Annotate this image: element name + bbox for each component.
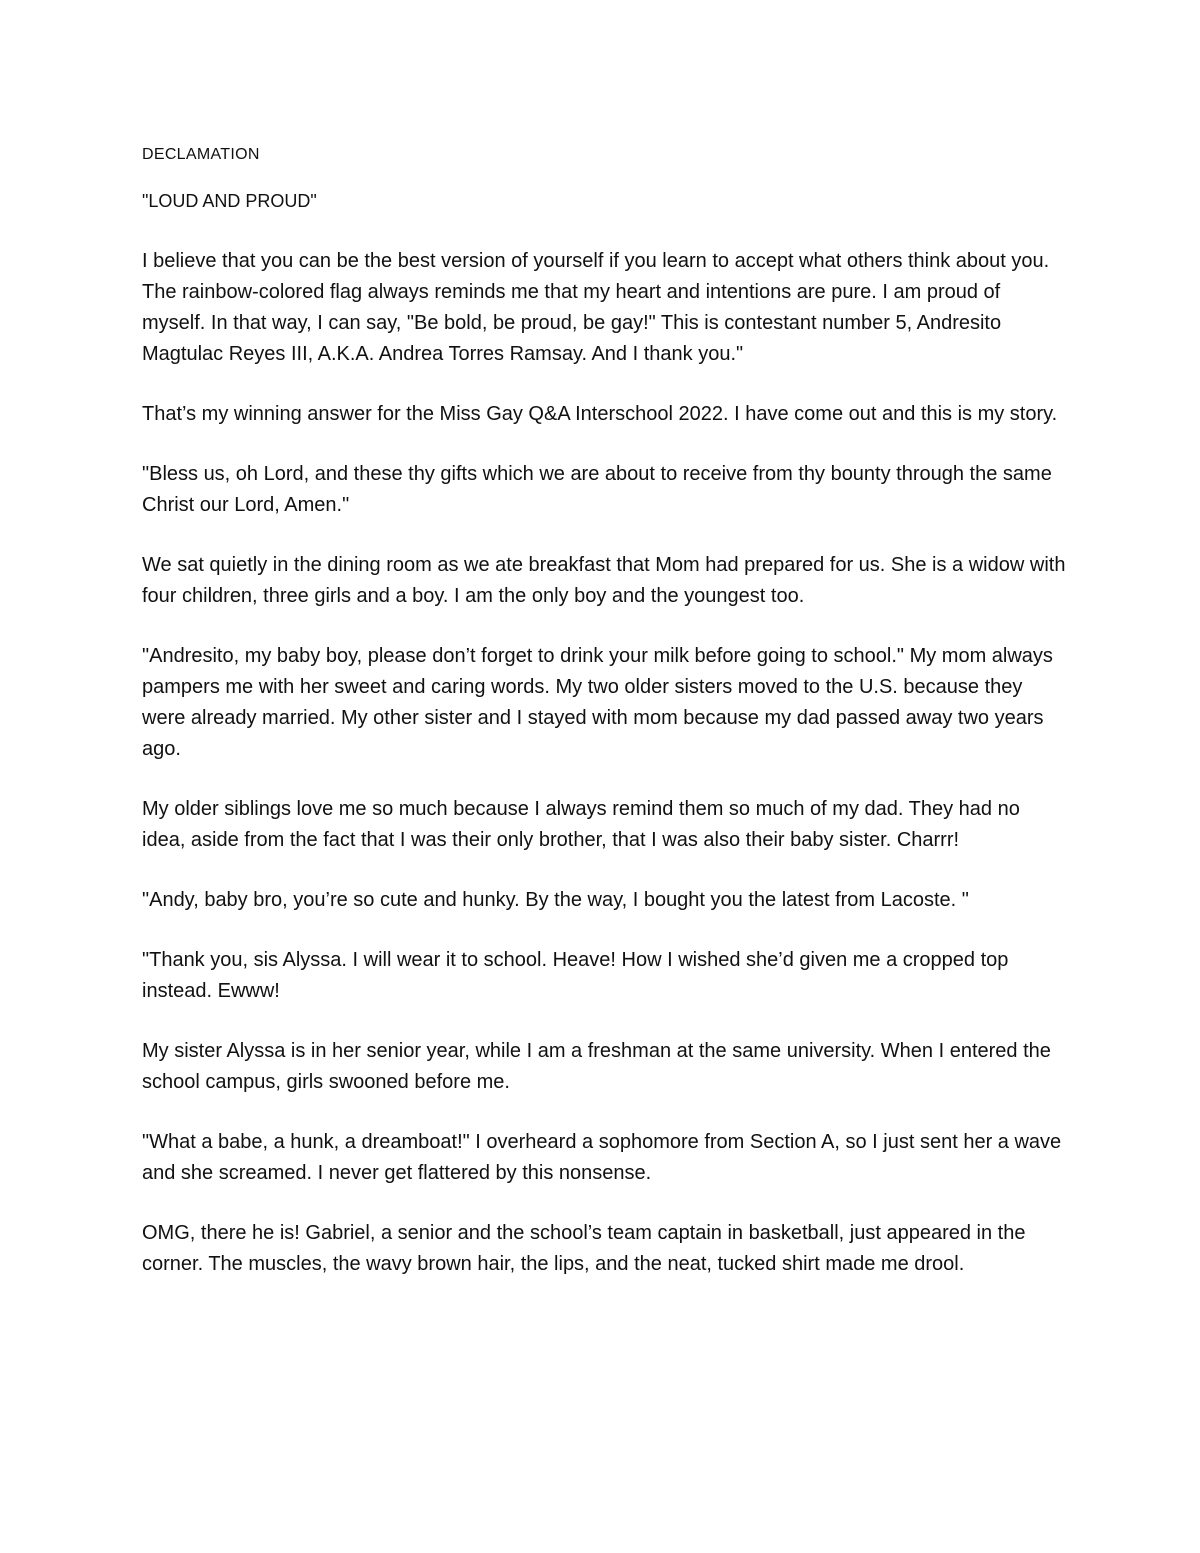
paragraph-5: "Andresito, my baby boy, please don’t forget to drink your milk before going to school." My mom always pampers me with her sweet and caring words. My two older sisters moved to the U.S. because they were already married. My other sister and I stayed with mom because my dad passed away two years ago. bbox=[142, 645, 1053, 760]
paragraph-11: OMG, there he is! Gabriel, a senior and the school’s team captain in basketball, just appeared in the corner. The muscles, the wavy brown hair, the lips, and the neat, tucked shirt made me drool. bbox=[142, 1222, 1026, 1275]
paragraph-3: "Bless us, oh Lord, and these thy gifts which we are about to receive from thy bounty through the same Christ our Lord, Amen." bbox=[142, 463, 1052, 516]
paragraph-8: "Thank you, sis Alyssa. I will wear it to school. Heave! How I wished she’d given me a cropped top instead. Ewww! bbox=[142, 949, 1009, 1002]
paragraph-1: I believe that you can be the best version of yourself if you learn to accept what others think about you. The rainbow-colored flag always reminds me that my heart and intentions are pure. I am proud of myself. In that way, I can say, "Be bold, be proud, be gay!" This is contestant number 5, Andresito Magtulac Reyes III, A.K.A. Andrea Torres Ramsay. And I thank you." bbox=[142, 250, 1050, 365]
paragraph-7: "Andy, baby bro, you’re so cute and hunky. By the way, I bought you the latest from Lacoste. " bbox=[142, 889, 969, 911]
paragraph-10: "What a babe, a hunk, a dreamboat!" I overheard a sophomore from Section A, so I just sent her a wave and she screamed. I never get flattered by this nonsense. bbox=[142, 1131, 1062, 1184]
document-heading: DECLAMATION bbox=[142, 146, 260, 163]
paragraph-4: We sat quietly in the dining room as we ate breakfast that Mom had prepared for us. She is a widow with four children, three girls and a boy. I am the only boy and the youngest too. bbox=[142, 554, 1066, 607]
paragraph-2: That’s my winning answer for the Miss Gay Q&A Interschool 2022. I have come out and this is my story. bbox=[142, 403, 1058, 425]
paragraph-6: My older siblings love me so much because I always remind them so much of my dad. They had no idea, aside from the fact that I was their only brother, that I was also their baby sister. Charrr! bbox=[142, 798, 1020, 851]
paragraph-9: My sister Alyssa is in her senior year, while I am a freshman at the same university. When I entered the school campus, girls swooned before me. bbox=[142, 1040, 1051, 1093]
document-title: "LOUD AND PROUD" bbox=[142, 191, 317, 211]
document-body bbox=[142, 140, 1067, 1280]
